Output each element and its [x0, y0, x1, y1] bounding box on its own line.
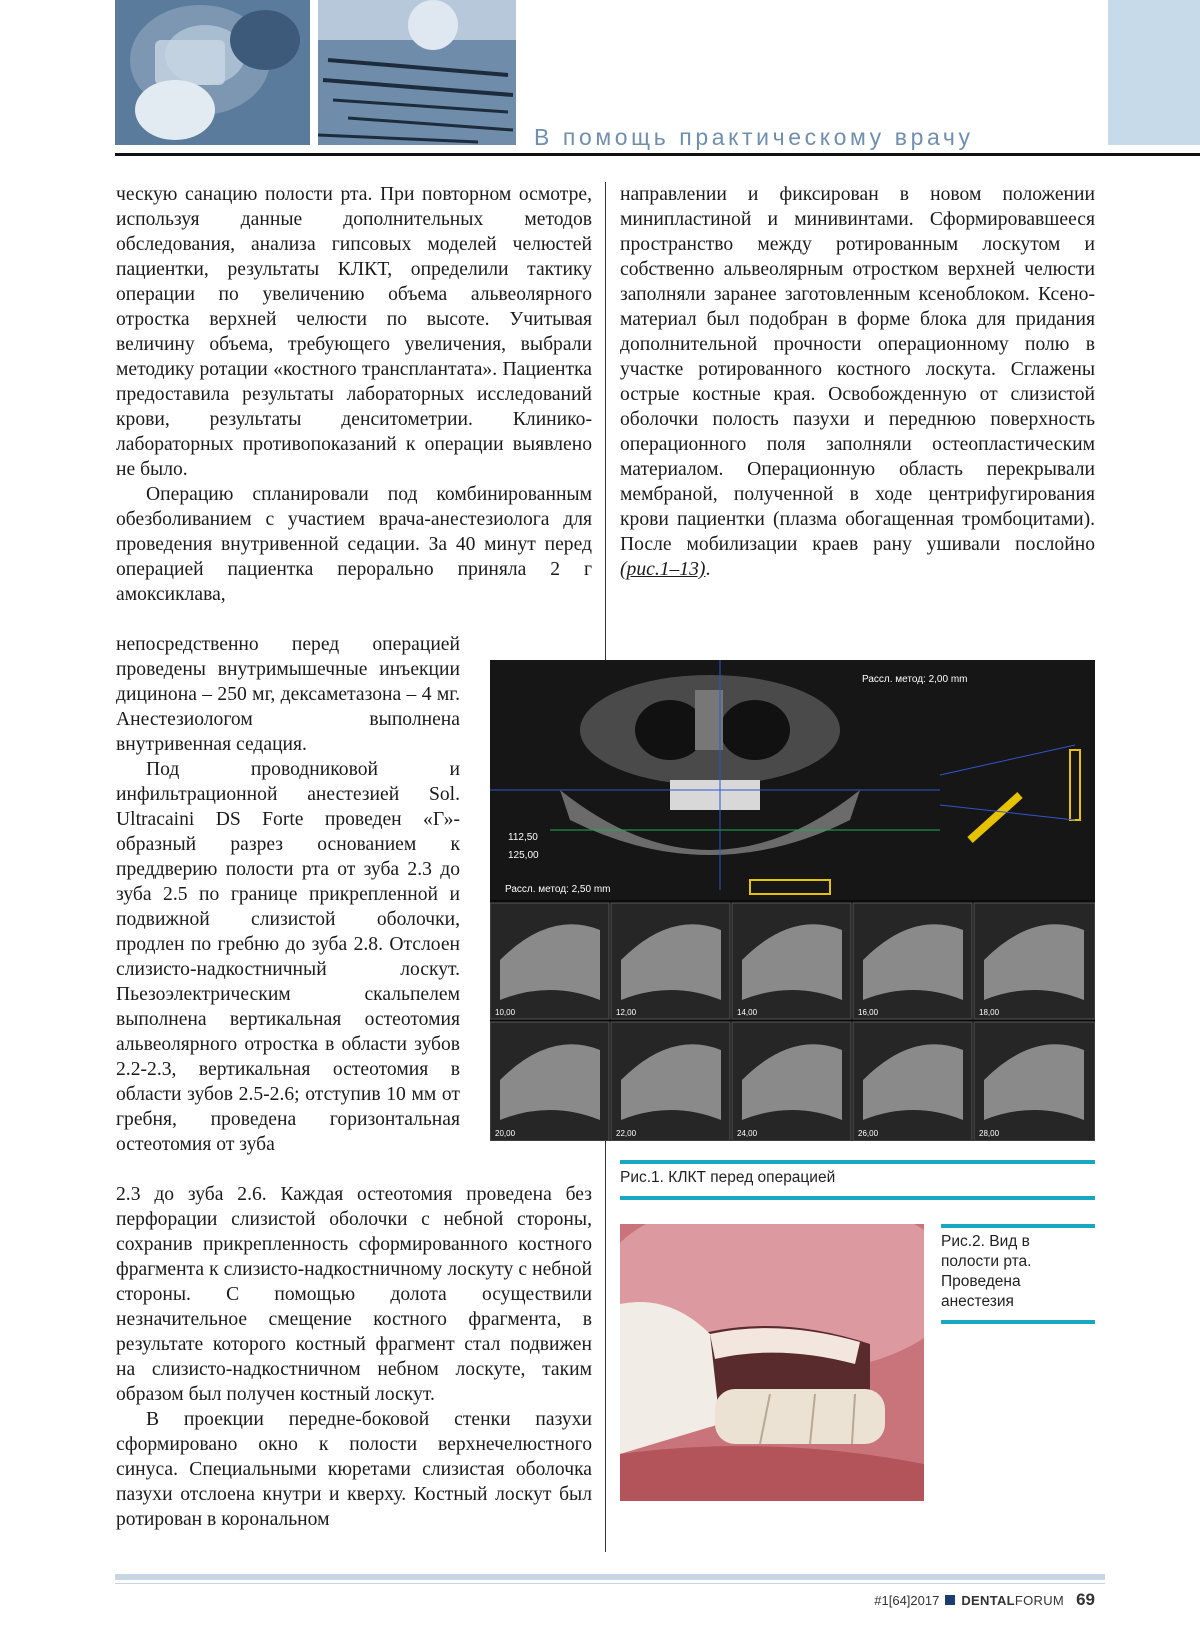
slice-label: 18,00	[979, 1008, 1000, 1017]
paragraph: 2.3 до зуба 2.6. Каждая остеотомия проведена без перфорации слизистой оболочки с небной стороны, сохранив прикрепленность сформированного костного фрагмента к слизисто-надкостничному лоскуту с небной стороны. С помощью долота осуществили незначительное смещение костного фрагмента, в результате которого костный фрагмент стал подвижен на слизисто-надкостничном небном лоскуте, таким образом был получен костный лоскут.	[116, 1184, 592, 1405]
issue-label: #1[64]2017	[874, 1592, 940, 1608]
slice-label: 22,00	[616, 1129, 637, 1138]
caption-bar	[941, 1320, 1095, 1324]
figure-reference-link[interactable]: (рис.1–13)	[620, 559, 706, 580]
cbct-ruler-label: 112,50	[508, 832, 538, 843]
figure-oral-photo	[620, 1224, 924, 1501]
slice-label: 14,00	[737, 1008, 758, 1017]
caption-bar	[620, 1160, 1095, 1164]
section-title: В помощь практическому врачу	[534, 124, 974, 150]
paragraph: ческую санацию полости рта. При повторном осмотре, используя данные дополнительных методов обследования, анализа гипсовых моделей челюстей пациентки, результаты КЛКТ, определили тактику операции по увеличению объема альвеолярного отростка верхней челюсти по высоте. Учитывая величину объема, требующего увеличения, выбрали методику ротации «костного трансплантата». Пациентка предоставила результаты лабораторных исследований крови, результаты денситометрии. Клинико-лабораторных противопоказаний к операции выявлено не было.	[116, 184, 592, 480]
page-footer	[874, 1590, 1095, 1610]
figure-caption: Рис.1. КЛКТ перед операцией	[620, 1169, 836, 1186]
footer-rule	[115, 1583, 1105, 1584]
paragraph: непосредственно перед операцией проведены внутримышечные инъекции дицинона – 250 мг, дексаметазона – 4 мг. Анестезиологом выполнена внутривенная седация.	[116, 634, 460, 755]
figure-caption: Рис.2. Вид в полости рта. Проведена анестезия	[941, 1233, 1032, 1310]
square-icon	[945, 1595, 955, 1605]
caption-bar	[941, 1224, 1095, 1228]
caption-bar	[620, 1196, 1095, 1200]
cbct-overlay-top: Рассл. метод: 2,00 mm	[862, 674, 968, 685]
paragraph-text: направлении и фиксирован в новом положении минипластиной и минивинтами. Сформировавшееся пространство между ротированным лоскутом и собственно альвеолярным отростком верхней челюсти заполняли заранее заготовленным ксеноблоком. Ксено-материал был подобран в форме блока для придания дополнительной прочности операционному полю в участке ротированного костного лоскута. Сглажены острые костные края. Освобожденную от слизистой оболочки полость пазухи и переднюю поверхность операционного поля заполняли остеопластическим материалом. Операционную область перекрывали мембраной, полученной в ходе центрифугирования крови пациентки (плазма обогащенная тромбоцитами). После мобилизации краев рану ушивали послойно	[620, 184, 1095, 555]
paragraph: Операцию спланировали под комбинированным обезболиванием с участием врача-анестезиолога для проведения внутривенной седации. За 40 минут перед операцией пациентка перорально приняла 2 г амоксиклава,	[116, 484, 592, 605]
slice-label: 10,00	[495, 1008, 516, 1017]
paragraph: Под проводниковой и инфильтрационной анестезией Sol. Ultracaini DS Forte проведен «Г»-образный разрез основанием к преддверию полости рта от зуба 2.3 до зуба 2.5 по границе прикрепленной и подвижной слизистой оболочки, продлен по гребню до зуба 2.8. Отслоен слизисто-надкостничный лоскут. Пьезоэлектрическим скальпелем выполнена вертикальная остеотомия альвеолярного отростка в области зубов 2.2-2.3, вертикальная остеотомия в области зубов 2.5-2.6; отступив 10 мм от гребня, проведена горизонтальная остеотомия от зуба	[116, 759, 460, 1155]
left-column-bottom	[116, 1182, 592, 1532]
left-column-top	[116, 182, 592, 607]
journal-brand	[961, 1593, 1064, 1608]
header-color-band	[1108, 0, 1200, 145]
footer-rule	[115, 1574, 1105, 1580]
left-column-wrap	[116, 632, 460, 1157]
brand-regular: FORUM	[1014, 1592, 1065, 1608]
header-photo-left	[115, 0, 310, 145]
cbct-slices	[490, 903, 1095, 1141]
paragraph: В проекции передне-боковой стенки пазухи сформировано окно к полости верхнечелюстного синуса. Специальными кюретами слизистая оболочка пазухи отслоена кнутри и кверху. Костный лоскут был ротирован в корональном	[116, 1409, 592, 1530]
header-photo-right	[318, 0, 516, 145]
figure-cbct	[490, 660, 1095, 1141]
right-column	[620, 182, 1095, 582]
paragraph-end: .	[705, 559, 711, 580]
paragraph	[620, 182, 1095, 582]
slice-label: 26,00	[858, 1129, 879, 1138]
header-rule	[115, 153, 1200, 156]
brand-bold: DENTAL	[961, 1592, 1015, 1608]
cbct-ruler-label: 125,00	[508, 850, 539, 861]
slice-label: 16,00	[858, 1008, 879, 1017]
page-number: 69	[1076, 1590, 1095, 1609]
slice-label: 28,00	[979, 1129, 1000, 1138]
slice-label: 24,00	[737, 1129, 758, 1138]
slice-label: 12,00	[616, 1008, 637, 1017]
cbct-overlay-bottom: Рассл. метод: 2,50 mm	[505, 884, 611, 895]
slice-label: 20,00	[495, 1129, 516, 1138]
